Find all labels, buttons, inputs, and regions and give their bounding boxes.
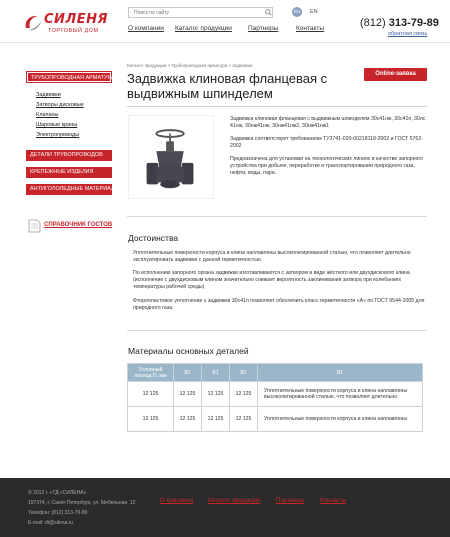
footer-nav-contacts[interactable]: Контакты (320, 498, 346, 504)
nav-partners[interactable]: Партнеры (248, 25, 279, 32)
table-cell: 12 125 (174, 407, 202, 432)
section-divider (127, 330, 427, 331)
sidebar-item-fasteners[interactable]: КРЕПЕЖНЫЕ ИЗДЕЛИЯ (26, 167, 112, 178)
nav-catalog[interactable]: Каталог продукции (175, 25, 232, 32)
table-cell: 12 125 (128, 382, 174, 407)
search-icon[interactable] (265, 9, 272, 16)
sidebar-item-deicing[interactable]: АНТИГОЛОЛЕДНЫЕ МАТЕРИАЛЫ (26, 184, 112, 195)
footer-nav-catalog[interactable]: Каталог продукции (208, 498, 261, 504)
table-cell: 12 125 (202, 407, 230, 432)
online-order-button[interactable]: Online-заявка (364, 68, 427, 81)
page-title: Задвижка клиновая фланцевая с выдвижным шпинделем (127, 71, 328, 101)
sidebar-sub-ball-valves[interactable]: Шаровые краны (36, 122, 78, 128)
footer-nav-partners[interactable]: Партнеры (276, 498, 304, 504)
footer-nav-about[interactable]: О компании (160, 498, 194, 504)
phone-number (360, 17, 439, 29)
breadcrumb[interactable]: Каталог продукции > Трубопроводная арматура > Задвижки (127, 63, 253, 68)
logo-swoosh-icon (22, 12, 44, 34)
table-cell: 12 125 (230, 407, 258, 432)
search-input[interactable] (128, 7, 273, 18)
gate-valve-image (128, 115, 214, 199)
title-divider (127, 106, 427, 107)
footer-copyright: © 2012 г. «ТД «СИЛЕНА» (28, 490, 87, 496)
description-paragraph: Задвижка соответствует требованиям ТУ3741-020-00218118-2002 и ГОСТ 5762-2002 (230, 136, 423, 149)
table-cell: 12 125 (174, 382, 202, 407)
advantage-text: Уплотнительные поверхности корпуса и клина наплавлены высоколегированной сталью, что позволяет длительно эксплуатировать задвижки с данной герметичностью (133, 250, 411, 263)
logo-name: СИЛЕНЯ (44, 12, 108, 27)
table-row (128, 407, 423, 432)
nav-contacts[interactable]: Контакты (296, 25, 325, 32)
phone-code: (812) (360, 17, 386, 29)
table-cell: Уплотнительные поверхности корпуса и клина наплавлены высоколегированной сталью, что позволяет длительно (258, 382, 423, 407)
lang-ru-button[interactable]: RU (292, 7, 302, 17)
logo-subtitle: ТОРГОВЫЙ ДОМ (48, 28, 99, 34)
lang-en-button[interactable]: EN (310, 9, 318, 15)
table-cell: Уплотнительные поверхности корпуса и клина наплавлены (258, 407, 423, 432)
table-header-cell: Условный проход D, мм (128, 364, 174, 382)
gost-reference-link[interactable]: СПРАВОЧНИК ГОСТОВ (44, 222, 113, 228)
sidebar-sub-butterfly[interactable]: Затворы дисковые (36, 102, 84, 108)
description-paragraph: Предназначена для установки на технологических линиях в качестве запорного устройства при добыче, переработке и транспортировании природного газа, нефти, воды, пара. (230, 156, 424, 176)
site-header (0, 0, 450, 42)
advantage-text: Фторопластовое уплотнение у задвижки 30с41п позволяет обеспечить класс герметичности «А» по ГОСТ 9544-2005 для природного газа. (133, 298, 425, 311)
callback-link[interactable]: обратная связь (388, 31, 428, 37)
site-footer (0, 478, 450, 537)
product-description (230, 116, 428, 183)
sidebar-sub-gate-valves[interactable]: Клапаны (36, 112, 59, 118)
table-row (128, 382, 423, 407)
materials-table (127, 363, 423, 432)
table-cell: 12 125 (202, 382, 230, 407)
logo[interactable] (22, 10, 112, 38)
footer-address: 197374, г. Санкт-Петербург, ул. Мебельная, 12 (28, 500, 136, 506)
table-header-cell: В1 (202, 364, 230, 382)
table-header-row (128, 364, 423, 382)
description-paragraph: Задвижка клиновая фланцевая с выдвижным шпинделем 30с41нж, 30с41п, 30лс 41нж, 30нж41нж, 30нж41нж2, 30нж41нж1 (230, 116, 426, 129)
table-header-cell: В1 (230, 364, 258, 382)
footer-email[interactable]: E-mail: dt@silena.ru (28, 520, 74, 526)
sidebar-sub-actuators[interactable]: Электроприводы (36, 132, 80, 138)
table-header-cell: В1 (258, 364, 423, 382)
header-divider (0, 42, 450, 43)
document-icon (28, 219, 41, 233)
materials-heading: Материалы основных деталей (128, 346, 249, 356)
footer-contacts (28, 488, 135, 528)
nav-about[interactable]: О компании (128, 25, 164, 32)
footer-phone: Телефон: (812) 313-79-89 (28, 510, 88, 516)
table-cell: 12 125 (230, 382, 258, 407)
advantage-text: По исполнению запорного органа задвижки изготавливаются с затвором в виде жёсткого или двухдискового клина (исполнение с двухдисковым клином значительно снижает вероятность заклинивания затвора при колебаниях температуры рабочей среды) (133, 270, 410, 290)
phone-digits: 313-79-89 (388, 17, 439, 29)
sidebar-item-pipe-parts[interactable]: ДЕТАЛИ ТРУБОПРОВОДОВ (26, 150, 112, 161)
sidebar-sub-valves[interactable]: Задвижки (36, 92, 61, 98)
table-cell: 12 125 (128, 407, 174, 432)
section-divider (127, 216, 427, 217)
sidebar-item-pipeline-fittings[interactable]: ТРУБОПРОВОДНАЯ АРМАТУРА (26, 71, 112, 83)
advantages-heading: Достоинства (128, 233, 179, 243)
table-header-cell: В1 (174, 364, 202, 382)
